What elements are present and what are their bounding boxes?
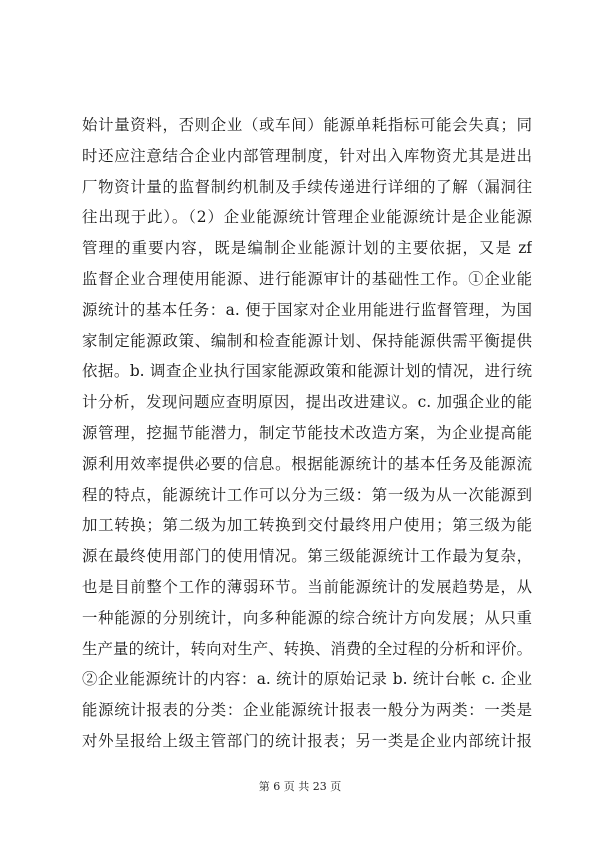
text-line: 源管理，挖掘节能潜力，制定节能技术改造方案，为企业提高能 (82, 423, 532, 442)
text-line: 始计量资料，否则企业（或车间）能源单耗指标可能会失真；同 (82, 116, 532, 134)
text-line: 源利用效率提供必要的信息。根据能源统计的基本任务及能源流 (82, 454, 532, 473)
text-line: 能源统计报表的分类：企业能源统计报表一般分为两类：一类是 (82, 701, 532, 720)
text-line: 生产量的统计，转向对生产、转换、消费的全过程的分析和评价。 (82, 639, 532, 658)
text-line: 管理的重要内容，既是编制企业能源计划的主要依据，又是 zf (82, 239, 532, 258)
text-line: 时还应注意结合企业内部管理制度，针对出入库物资尤其是进出 (82, 146, 532, 165)
text-line: 厂物资计量的监督制约机制及手续传递进行详细的了解（漏洞往 (82, 177, 532, 196)
text-line: 也是目前整个工作的薄弱环节。当前能源统计的发展趋势是，从 (82, 577, 532, 596)
page-number-footer: 第 6 页 共 23 页 (258, 780, 342, 793)
text-line: ②企业能源统计的内容：a. 统计的原始记录 b. 统计台帐 c. 企业 (82, 670, 532, 689)
text-line: 家制定能源政策、编制和检查能源计划、保持能源供需平衡提供 (82, 331, 532, 350)
text-line: 监督企业合理使用能源、进行能源审计的基础性工作。①企业能 (82, 269, 532, 288)
text-line: 往出现于此）。（2）企业能源统计管理企业能源统计是企业能源 (82, 208, 532, 227)
text-line: 一种能源的分别统计，向多种能源的综合统计方向发展；从只重 (82, 608, 532, 627)
text-line: 源在最终使用部门的使用情况。第三级能源统计工作最为复杂， (82, 547, 532, 566)
text-line: 源统计的基本任务：a. 便于国家对企业用能进行监督管理，为国 (82, 300, 532, 319)
body-text (82, 110, 532, 757)
text-line: 程的特点，能源统计工作可以分为三级：第一级为从一次能源到 (82, 485, 532, 504)
text-line: 对外呈报给上级主管部门的统计报表；另一类是企业内部统计报 (82, 731, 532, 750)
text-line: 依据。b. 调查企业执行国家能源政策和能源计划的情况，进行统 (82, 362, 532, 381)
text-line: 计分析，发现问题应查明原因，提出改进建议。c. 加强企业的能 (82, 393, 532, 412)
text-line: 加工转换；第二级为加工转换到交付最终用户使用；第三级为能 (82, 516, 532, 535)
